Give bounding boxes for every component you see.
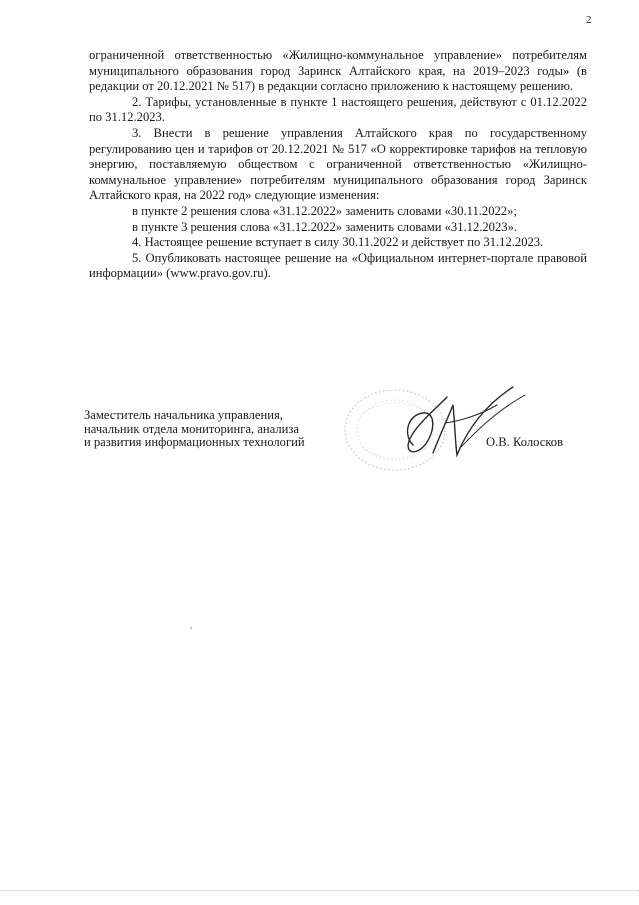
signatory-position-line: Заместитель начальника управления, <box>84 408 283 422</box>
document-body <box>89 48 587 282</box>
paragraph-continuation: ограниченной ответственностью «Жилищно-коммунальное управление» потребителям муниципального образования город Заринск Алтайского края, на 2019–2023 годы» (в редакции от 20.12.2021 № 517) в редакции согласно приложению к настоящему решению. <box>89 48 587 94</box>
paragraph-4-effective-date: 4. Настоящее решение вступает в силу 30.11.2022 и действует по 31.12.2023. <box>132 235 544 250</box>
paragraph-2-tariff-period: 2. Тарифы, установленные в пункте 1 настоящего решения, действуют с 01.12.2022 по 31.12.2023. <box>89 94 587 125</box>
amendment-item-point-3: в пункте 3 решения слова «31.12.2022» заменить словами «31.12.2023». <box>132 219 518 234</box>
signatory-name: О.В. Колосков <box>486 435 564 449</box>
page-number: 2 <box>586 14 592 26</box>
amendment-item-point-2: в пункте 2 решения слова «31.12.2022» заменить словами «30.11.2022»; <box>132 203 517 218</box>
signatory-position-line: начальник отдела мониторинга, анализа <box>84 421 299 436</box>
signatory-position <box>84 409 354 450</box>
paragraph-3-amendments: 3. Внести в решение управления Алтайского края по государственному регулированию цен и тарифов от 20.12.2021 № 517 «О корректировке тарифов на тепловую энергию, поставляемую обществом с ограниченной ответственностью «Жилищно-коммунальное управление» потребителям муниципального образования город Заринск Алтайского края, на 2022 год» следующие изменения: <box>89 125 587 203</box>
scan-bottom-edge <box>0 890 639 891</box>
handwritten-signature <box>385 375 535 475</box>
scan-speck <box>190 627 192 629</box>
signatory-position-line: и развития информационных технологий <box>84 435 305 450</box>
paragraph-5-publication: 5. Опубликовать настоящее решение на «Официальном интернет-портале правовой информации» (www.pravo.gov.ru). <box>89 250 587 281</box>
